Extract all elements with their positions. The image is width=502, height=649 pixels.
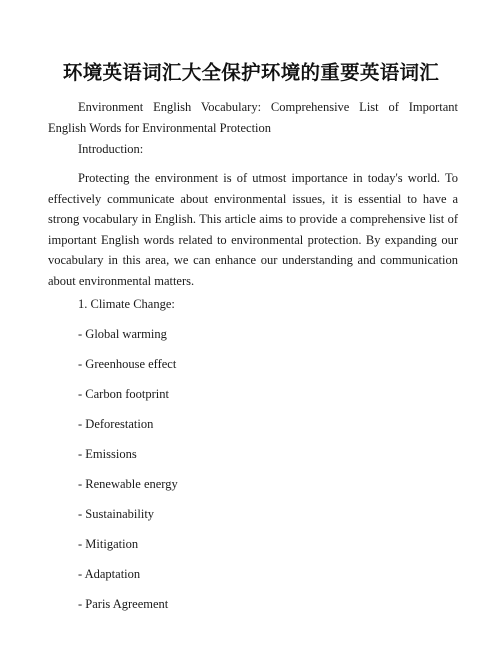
list-item: - Paris Agreement [78, 597, 169, 611]
introduction-paragraph: Protecting the environment is of utmost importance in today's world. To effectively communicate about environmental issues, it is essential to have a strong vocabulary in English. This article aims to provide a comprehensive list of important English words related to environmental protection. By expanding our vocabulary in this area, we can enhance our understanding and communication about environmental matters. [48, 171, 458, 288]
document-subtitle: Environment English Vocabulary: Comprehensive List of Important English Words for Environmental Protection [48, 100, 458, 135]
list-item: - Mitigation [78, 537, 139, 551]
section-heading-climate-change: 1. Climate Change: [78, 297, 175, 311]
list-item: - Renewable energy [78, 477, 178, 491]
list-item: - Deforestation [78, 417, 154, 431]
list-item: - Carbon footprint [78, 387, 169, 401]
list-item: - Adaptation [78, 567, 141, 581]
list-item: - Greenhouse effect [78, 357, 177, 371]
list-item: - Sustainability [78, 507, 155, 521]
vocabulary-list [78, 324, 178, 624]
list-item: - Global warming [78, 327, 167, 341]
page-title: 环境英语词汇大全保护环境的重要英语词汇 [62, 61, 440, 84]
list-item: - Emissions [78, 447, 137, 461]
introduction-label: Introduction: [78, 142, 144, 156]
